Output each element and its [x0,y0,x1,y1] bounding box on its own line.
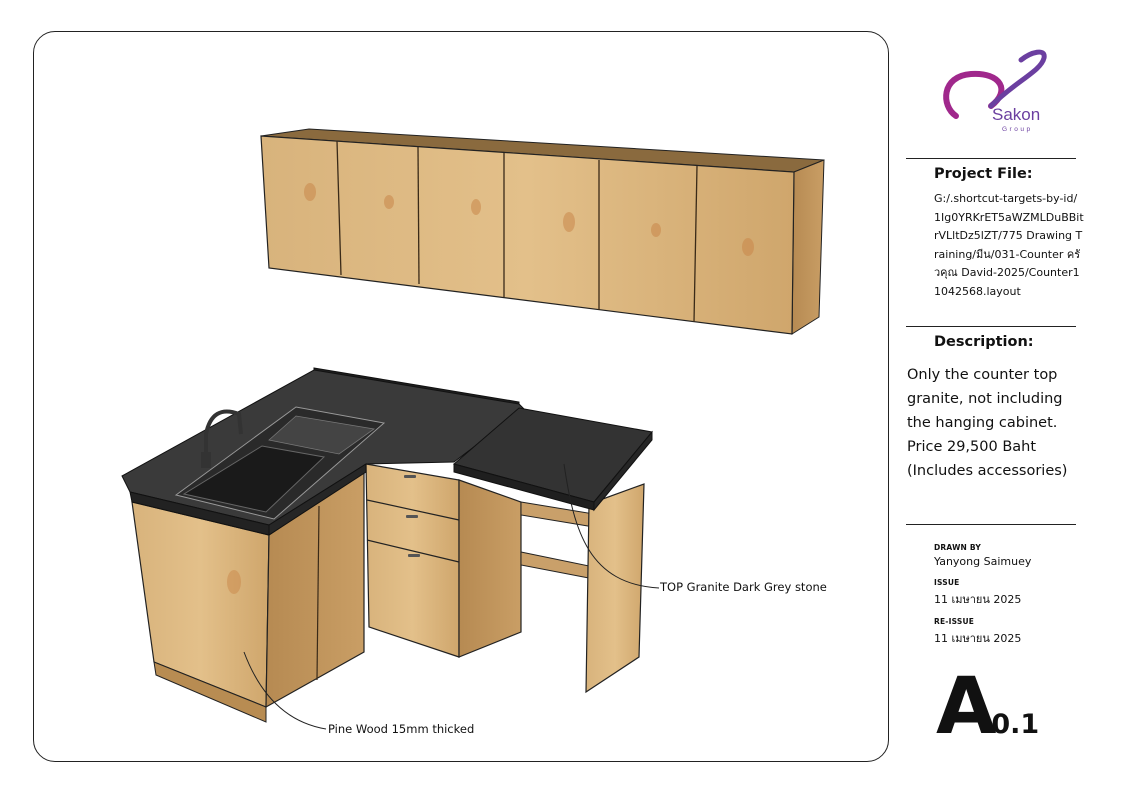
project-file-title: Project File: [934,166,1033,182]
divider [906,158,1076,159]
hanging-cabinet [261,129,824,334]
description-line: Price 29,500 Baht [907,439,1037,455]
drawn-by-label: DRAWN BY [934,543,981,552]
drawn-by-value: Yanyong Saimuey [934,555,1032,568]
kitchen-counter-drawing [34,32,889,762]
description-line: the hanging cabinet. [907,415,1058,431]
description-line: (Includes accessories) [907,463,1068,479]
annotation-wood: Pine Wood 15mm thicked [328,722,475,736]
description-line: granite, not including [907,391,1063,407]
divider [906,524,1076,525]
issue-value: 11 เมษายน 2025 [934,593,1022,606]
sheet-letter: A [936,662,994,752]
logo-mark [936,46,1051,136]
project-file-path: G:/.shortcut-targets-by-id/1Ig0YRKrET5aWZMLDuBBitrVLltDz5lZT/775 Drawing Training/มีน/031-Counter ครัวคุณ David-2025/Counter11042568.layout [934,192,1084,298]
sakon-logo [936,46,1051,136]
sheet-index: 0.1 [991,709,1040,740]
reissue-label: RE-ISSUE [934,617,975,626]
logo-subtext: Group [1002,126,1033,133]
divider [906,326,1076,327]
description-title: Description: [934,334,1034,350]
logo-text: Sakon [992,105,1041,124]
drawing-viewport [33,31,889,762]
issue-label: ISSUE [934,578,960,587]
sheet-number [936,662,1039,752]
description-line: Only the counter top [907,367,1058,383]
description-text [907,363,1082,483]
reissue-value: 11 เมษายน 2025 [934,632,1022,645]
annotation-top: TOP Granite Dark Grey stone [660,580,827,594]
